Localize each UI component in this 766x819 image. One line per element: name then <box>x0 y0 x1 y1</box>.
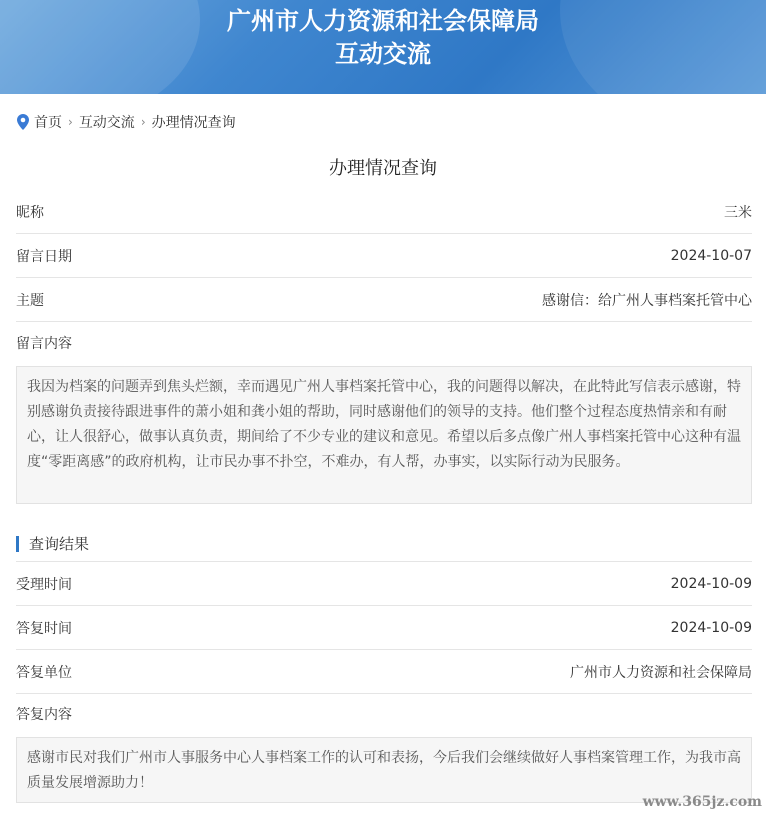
query-result-heading <box>16 526 752 562</box>
breadcrumb-current: 办理情况查询 <box>151 115 236 131</box>
breadcrumb-home-link[interactable]: 首页 <box>34 115 62 131</box>
reply-unit-value: 广州市人力资源和社会保障局 <box>570 664 752 681</box>
heading-accent-bar <box>16 536 19 552</box>
subject-label: 主题 <box>16 292 44 309</box>
reply-unit-row <box>16 650 752 694</box>
reply-time-row <box>16 606 752 650</box>
nickname-label: 昵称 <box>16 204 44 221</box>
reply-time-value: 2024-10-09 <box>670 619 752 636</box>
accept-time-row <box>16 562 752 606</box>
subject-row <box>16 278 752 322</box>
chevron-right-icon: › <box>68 115 73 129</box>
message-content-box: 我因为档案的问题弄到焦头烂额，幸而遇见广州人事档案托管中心，我的问题得以解决，在此特此写信表示感谢，特别感谢负责接待跟进事件的萧小姐和龚小姐的帮助，同时感谢他们的领导的支持。他们整个过程态度热情亲和有耐心，让人很舒心，做事认真负责，期间给了不少专业的建议和意见。希望以后多点像广州人事档案托管中心这种有温度“零距离感”的政府机构，让市民办事不扑空，不难办，有人帮，办事实，以实际行动为民服务。 <box>16 366 752 504</box>
message-content-label: 留言内容 <box>16 336 72 352</box>
reply-content-label: 答复内容 <box>16 707 72 723</box>
page-title: 办理情况查询 <box>329 158 437 179</box>
reply-unit-label: 答复单位 <box>16 664 72 681</box>
accept-time-label: 受理时间 <box>16 576 72 593</box>
accept-time-value: 2024-10-09 <box>670 575 752 592</box>
header-banner <box>0 0 766 94</box>
message-date-value: 2024-10-07 <box>670 247 752 264</box>
reply-content-box: 感谢市民对我们广州市人事服务中心人事档案工作的认可和表扬，今后我们会继续做好人事档案管理工作，为我市高质量发展增源助力！ <box>16 737 752 803</box>
watermark: www.365jz.com <box>642 794 762 810</box>
nickname-value: 三米 <box>724 204 752 221</box>
location-pin-icon <box>17 114 29 130</box>
message-date-label: 留言日期 <box>16 248 72 265</box>
nickname-row <box>16 190 752 234</box>
subject-value: 感谢信：给广州人事档案托管中心 <box>542 292 752 309</box>
query-result-title: 查询结果 <box>29 535 90 553</box>
breadcrumb-interaction-link[interactable]: 互动交流 <box>78 115 135 131</box>
section-title: 互动交流 <box>335 40 431 68</box>
reply-time-label: 答复时间 <box>16 620 72 637</box>
chevron-right-icon: › <box>140 115 146 129</box>
breadcrumb <box>17 112 236 132</box>
message-date-row <box>16 234 752 278</box>
site-title: 广州市人力资源和社会保障局 <box>227 7 539 35</box>
